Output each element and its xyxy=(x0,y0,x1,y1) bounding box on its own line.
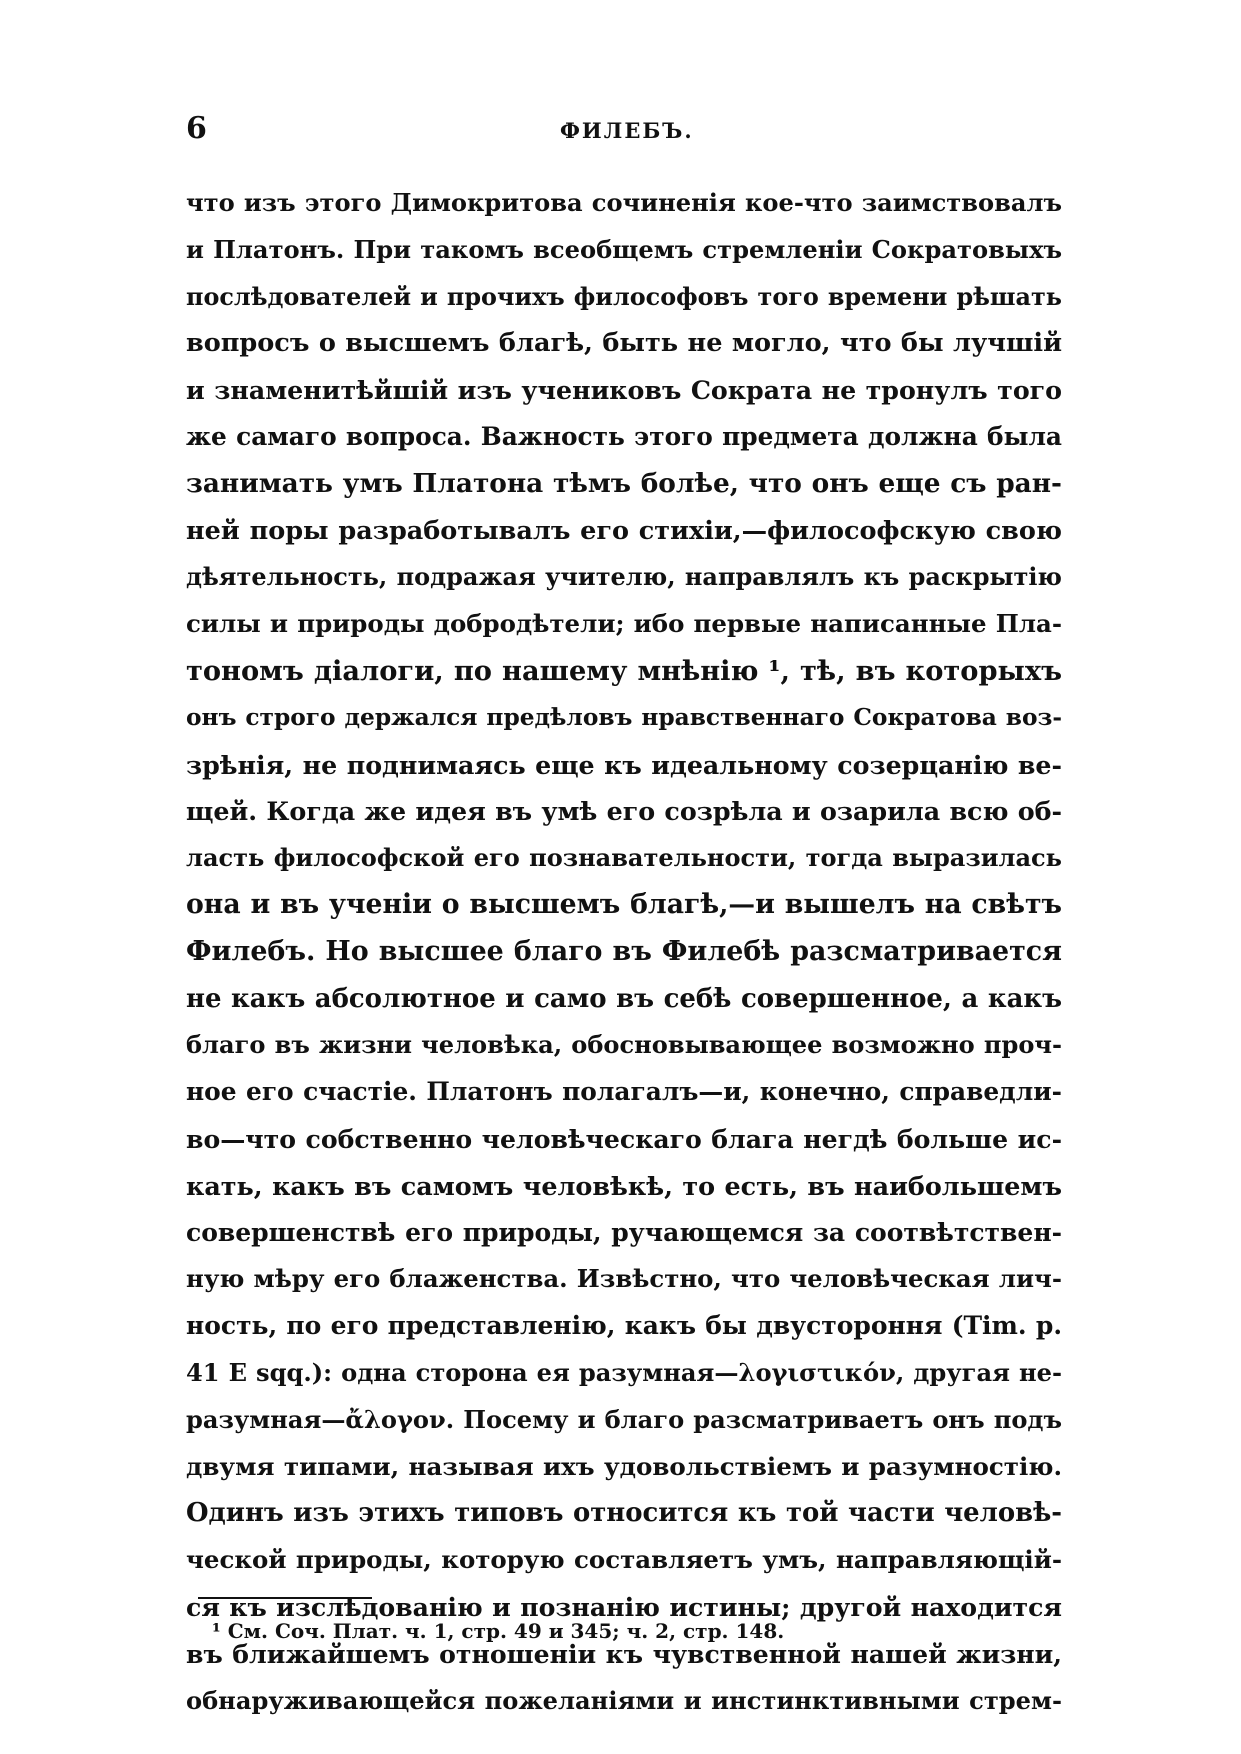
text-line: силы и природы добродѣтели; ибо первые написанные Пла- xyxy=(186,609,1062,639)
text-line: ное его счастіе. Платонъ полагалъ—и, конечно, справедли- xyxy=(186,1077,1062,1107)
text-line: Филебъ. Но высшее благо въ Филебѣ разсматривается xyxy=(186,935,1062,967)
text-line: зрѣнія, не поднимаясь еще къ идеальному созерцанію ве- xyxy=(186,749,1062,780)
text-line: не какъ абсолютное и само въ себѣ совершенное, а какъ xyxy=(186,983,1062,1014)
text-line: занимать умъ Платона тѣмъ болѣе, что онъ еще съ ран- xyxy=(186,467,1062,499)
footnote-rule xyxy=(198,1597,372,1599)
text-line: Одинъ изъ этихъ типовъ относится къ той части человѣ- xyxy=(186,1498,1062,1529)
text-line: вопросъ о высшемъ благѣ, быть не могло, что бы лучшій xyxy=(186,328,1062,359)
text-line: ческой природы, которую составляетъ умъ, направляющій- xyxy=(186,1545,1062,1575)
body-text xyxy=(186,180,1062,1724)
text-line: тономъ діалоги, по нашему мнѣнію ¹, тѣ, въ которыхъ xyxy=(186,654,1062,687)
page-number: 6 xyxy=(186,111,207,146)
text-line: ную мѣру его блаженства. Извѣстно, что человѣческая лич- xyxy=(186,1264,1062,1294)
text-line: что изъ этого Димокритова сочиненія кое-что заимствовалъ xyxy=(186,188,1062,217)
text-line: двумя типами, называя ихъ удовольствіемъ и разумностію. xyxy=(186,1451,1062,1481)
text-line: благо въ жизни человѣка, обосновывающее возможно проч- xyxy=(186,1030,1062,1060)
text-line: она и въ ученіи о высшемъ благѣ,—и вышелъ на свѣтъ xyxy=(186,888,1062,920)
text-line: послѣдователей и прочихъ философовъ того времени рѣшать xyxy=(186,282,1062,311)
footnote: ¹ См. Соч. Плат. ч. 1, стр. 49 и 345; ч. 2, стр. 148. xyxy=(212,1619,785,1643)
text-line: и знаменитѣйшій изъ учениковъ Сократа не тронулъ того xyxy=(186,375,1062,406)
text-line: во—что собственно человѣческаго блага негдѣ больше ис- xyxy=(186,1123,1062,1154)
text-line: ней поры разработывалъ его стихіи,—философскую свою xyxy=(186,515,1062,546)
text-line: совершенствѣ его природы, ручающемся за соотвѣтствен- xyxy=(186,1217,1062,1247)
text-line: ласть философской его познавательности, тогда выразилась xyxy=(186,843,1062,873)
text-line: и Платонъ. При такомъ всеобщемъ стремленіи Сократовыхъ xyxy=(186,234,1062,264)
text-line: ся къ изслѣдованію и познанію истины; другой находится xyxy=(186,1591,1062,1622)
text-line: ность, по его представленію, какъ бы двустороння (Tim. p. xyxy=(186,1311,1062,1341)
text-line: кать, какъ въ самомъ человѣкѣ, то есть, въ наибольшемъ xyxy=(186,1170,1062,1201)
text-line: дѣятельность, подражая учителю, направлялъ къ раскрытію xyxy=(186,563,1062,592)
text-line: 41 E sqq.): одна сторона ея разумная—λογιστικόν, другая не- xyxy=(186,1357,1062,1387)
text-line: онъ строго держался предѣловъ нравственнаго Сократова воз- xyxy=(186,703,1062,731)
text-line: разумная—ἄλογον. Посему и благо разсматриваетъ онъ подъ xyxy=(186,1404,1062,1434)
running-title: ФИЛЕБЪ. xyxy=(560,118,694,143)
text-line: въ ближайшемъ отношеніи къ чувственной нашей жизни, xyxy=(186,1638,1062,1669)
text-line: обнаруживающейся пожеланіями и инстинктивными стрем- xyxy=(186,1685,1062,1715)
text-line: щей. Когда же идея въ умѣ его созрѣла и озарила всю об- xyxy=(186,796,1062,827)
text-line: же самаго вопроса. Важность этого предмета должна была xyxy=(186,421,1062,451)
